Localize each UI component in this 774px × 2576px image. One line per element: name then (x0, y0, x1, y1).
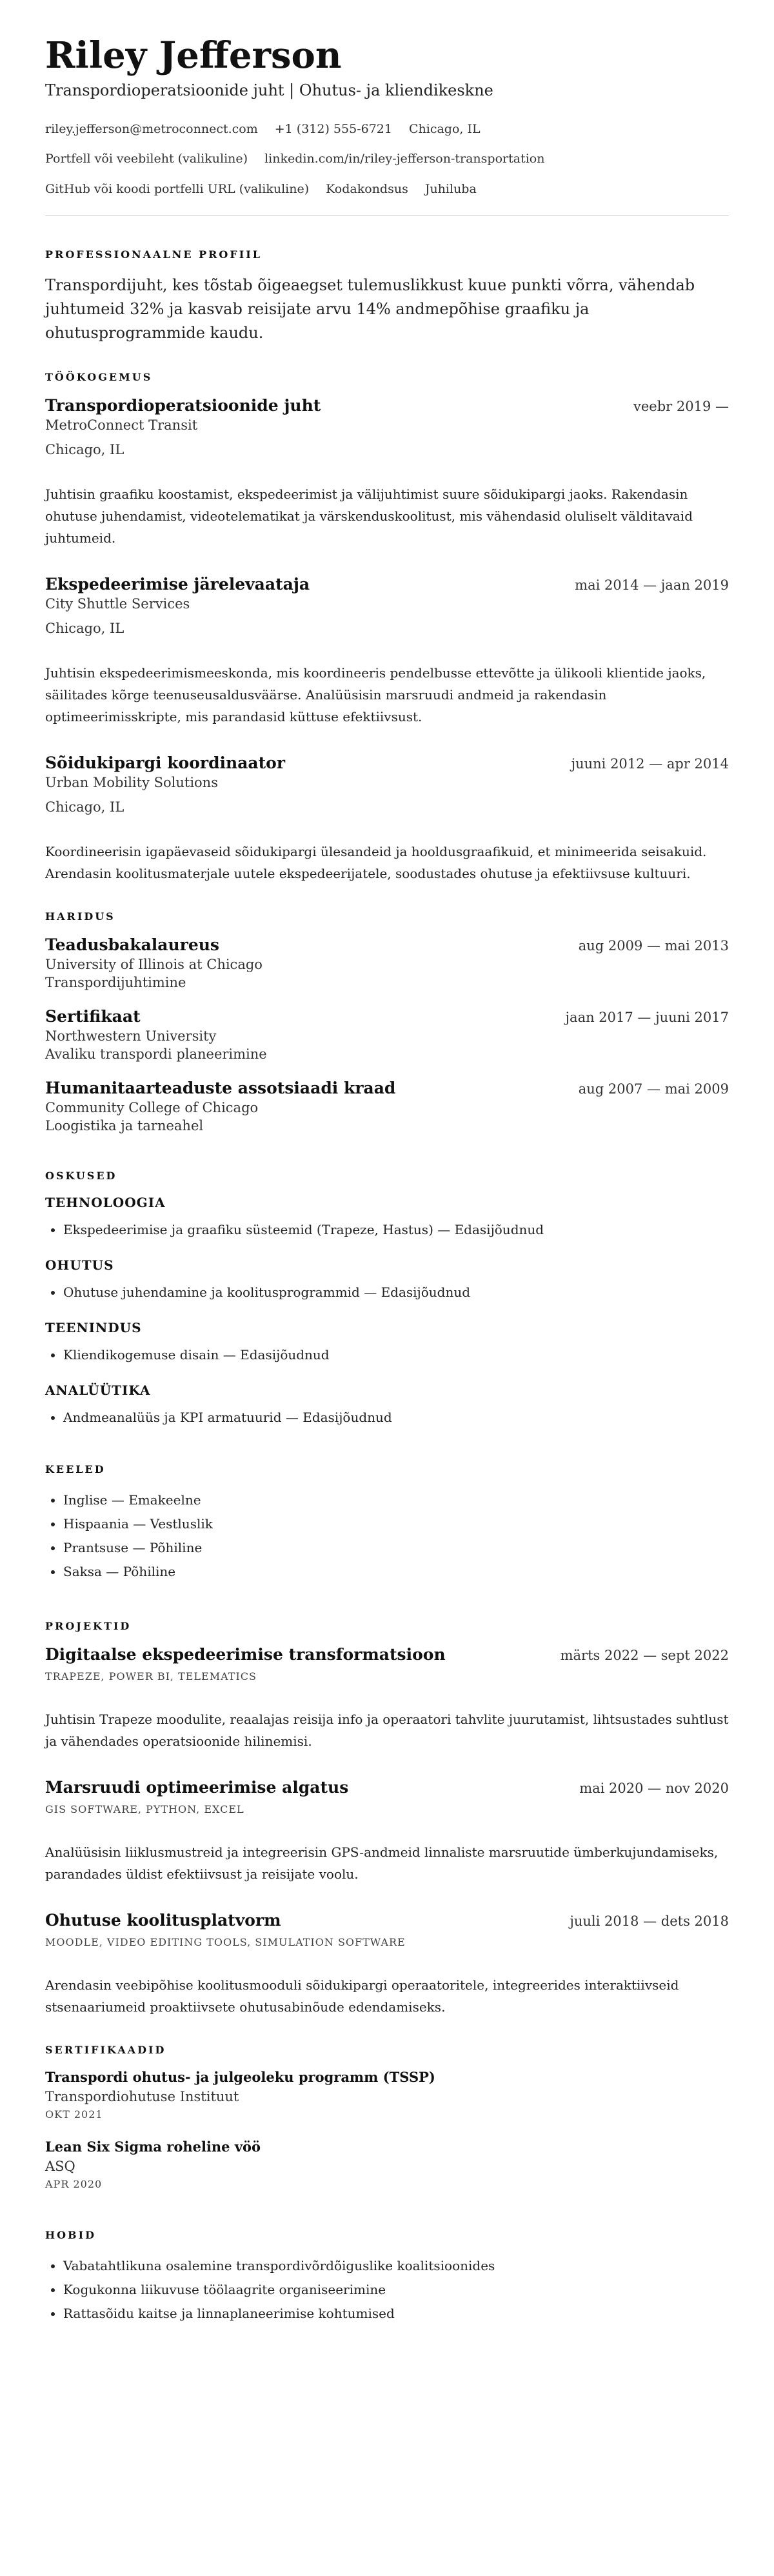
contact-row-extra (45, 181, 729, 197)
field-of-study: Loogistika ja tarneahel (45, 1118, 204, 1134)
skill-group-title: TEHNOLOOGIA (45, 1195, 166, 1211)
job-description: Juhtisin ekspedeerimismeeskonda, mis koordineeris pendelbusse ettevõtte ja ülikooli klientide jaoks, säilitades kõrge teenuseusaldusväärse. Analüüsisin marsruudi andmeid ja rakendasin optimeerimisskripte, mis parandasid küttuse efektiivsust. (45, 665, 706, 725)
certification-date: OKT 2021 (45, 2108, 103, 2121)
candidate-name: Riley Jefferson (45, 34, 342, 77)
profile-section (45, 248, 729, 346)
section-title: TÖÖKOGEMUS (45, 371, 153, 384)
field-of-study: Transpordijuhtimine (45, 975, 186, 991)
skill-list (45, 1218, 729, 1242)
school-name: Community College of Chicago (45, 1100, 259, 1116)
job-location: Chicago, IL (45, 442, 124, 458)
education-entry (45, 935, 729, 990)
project-entry (45, 1778, 729, 1885)
education-entry (45, 1007, 729, 1062)
experience-entry (45, 396, 729, 549)
school-name: Northwestern University (45, 1028, 217, 1044)
hobbies-section (45, 2229, 729, 2326)
skill-group-title: OHUTUS (45, 1257, 114, 1273)
skill-group-title: TEENINDUS (45, 1320, 142, 1336)
candidate-headline: Transpordioperatsioonide juht | Ohutus- ja kliendikeskne (45, 81, 493, 99)
certification-date: APR 2020 (45, 2178, 103, 2191)
skill-list (45, 1343, 729, 1367)
project-description: Analüüsisin liiklusmustreid ja integreerisin GPS-andmeid linnaliste marsruutide ümberkujundamiseks, parandades üldist efektiivsust ja reisijate voolu. (45, 1844, 719, 1882)
project-tech: MOODLE, VIDEO EDITING TOOLS, SIMULATION SOFTWARE (45, 1936, 406, 1949)
project-entry (45, 1645, 729, 1752)
section-title: HOBID (45, 2229, 96, 2242)
section-title: OSKUSED (45, 1170, 117, 1183)
contact-row-primary (45, 121, 729, 137)
degree-title: Sertifikaat (45, 1007, 141, 1026)
hobby-item: • Vabatahtlikuna osalemine transpordivõrdõiguslike koalitsioonides (63, 2254, 729, 2278)
project-name: Ohutuse koolitusplatvorm (45, 1911, 281, 1930)
linkedin-link[interactable]: linkedin.com/in/riley-jefferson-transportation (264, 152, 545, 166)
company-name: City Shuttle Services (45, 596, 190, 612)
language-item: • Saksa — Põhiline (63, 1560, 729, 1584)
project-name: Digitaalse ekspedeerimise transformatsioon (45, 1645, 446, 1664)
job-dates: juuni 2012 — apr 2014 (571, 756, 729, 772)
section-title: PROJEKTID (45, 1620, 132, 1633)
experience-entry (45, 575, 729, 728)
job-location: Chicago, IL (45, 621, 124, 637)
email-link[interactable]: riley.jefferson@metroconnect.com (45, 121, 258, 136)
job-description: Koordineerisin igapäevaseid sõidukipargi ülesandeid ja hooldusgraafikuid, et minimeerida seisakuid. Arendasin koolitusmaterjale uutele ekspedeerijatele, soodustades ohutuse ja efektiivsuse kultuuri. (45, 844, 707, 882)
project-tech: TRAPEZE, POWER BI, TELEMATICS (45, 1670, 257, 1683)
skill-item: • Ohutuse juhendamine ja koolitusprogrammid — Edasijõudnud (63, 1281, 729, 1304)
education-dates: jaan 2017 — juuni 2017 (565, 1010, 729, 1026)
field-of-study: Avaliku transpordi planeerimine (45, 1046, 267, 1063)
degree-title: Humanitaarteaduste assotsiaadi kraad (45, 1079, 396, 1098)
job-title: Sõidukipargi koordinaator (45, 754, 286, 773)
project-description: Arendasin veebipõhise koolitusmooduli sõidukipargi operaatoritele, integreerides interaktiivseid stsenaariumeid proaktiivsete ohutusabinõude edendamiseks. (45, 1977, 679, 2015)
project-tech: GIS SOFTWARE, PYTHON, EXCEL (45, 1803, 244, 1816)
language-item: • Hispaania — Vestluslik (63, 1512, 729, 1536)
language-list (45, 1488, 729, 1584)
profile-summary: Transpordijuht, kes tõstab õigeaegset tulemuslikkust kuue punkti võrra, vähendab juhtumeid 32% ja kasvab reisijate arvu 14% andmepõhise graafiku ja ohutusprogrammide kaudu. (45, 275, 695, 343)
project-dates: märts 2022 — sept 2022 (560, 1648, 729, 1664)
project-dates: mai 2020 — nov 2020 (579, 1781, 729, 1797)
language-item: • Prantsuse — Põhiline (63, 1536, 729, 1560)
section-title: HARIDUS (45, 910, 115, 923)
driving-license: Juhiluba (424, 181, 477, 196)
skill-list (45, 1281, 729, 1304)
experience-section (45, 371, 729, 884)
company-name: MetroConnect Transit (45, 417, 198, 434)
certification-name: Lean Six Sigma roheline vöö (45, 2139, 261, 2155)
school-name: University of Illinois at Chicago (45, 957, 263, 973)
skill-item: • Kliendikogemuse disain — Edasijõudnud (63, 1343, 729, 1367)
education-entry (45, 1079, 729, 1133)
hobby-list (45, 2254, 729, 2326)
degree-title: Teadusbakalaureus (45, 935, 219, 955)
education-dates: aug 2007 — mai 2009 (578, 1081, 729, 1097)
section-title: SERTIFIKAADID (45, 2044, 166, 2057)
education-section (45, 910, 729, 1162)
phone-number: +1 (312) 555-6721 (274, 121, 392, 136)
projects-section (45, 1620, 729, 2018)
job-dates: veebr 2019 — (633, 399, 729, 415)
project-name: Marsruudi optimeerimise algatus (45, 1778, 349, 1797)
project-description: Juhtisin Trapeze moodulite, reaalajas reisija info ja operaatori tahvlite juurutamist, lihtsustades suhtlust ja vähendades operatsioonide hilinemisi. (45, 1712, 729, 1750)
job-dates: mai 2014 — jaan 2019 (575, 577, 729, 594)
skill-item: • Ekspedeerimise ja graafiku süsteemid (Trapeze, Hastus) — Edasijõudnud (63, 1218, 729, 1242)
resume-header (45, 36, 729, 197)
location: Chicago, IL (408, 121, 481, 136)
company-name: Urban Mobility Solutions (45, 775, 218, 791)
certification-entry (45, 2069, 729, 2121)
project-dates: juuli 2018 — dets 2018 (570, 1913, 729, 1930)
languages-section (45, 1463, 729, 1612)
language-item: • Inglise — Emakeelne (63, 1488, 729, 1512)
certification-name: Transpordi ohutus- ja julgeoleku programm (TSSP) (45, 2069, 435, 2086)
hobby-item: • Kogukonna liikuvuse töölaagrite organiseerimine (63, 2278, 729, 2302)
experience-entry (45, 754, 729, 884)
job-location: Chicago, IL (45, 799, 124, 815)
certification-issuer: Transpordiohutuse Instituut (45, 2089, 239, 2105)
contact-row-links (45, 151, 729, 167)
skills-section (45, 1170, 729, 1455)
section-title: PROFESSIONAALNE PROFIIL (45, 248, 262, 261)
skill-list (45, 1406, 729, 1430)
certifications-section (45, 2044, 729, 2221)
section-title: KEELED (45, 1463, 106, 1476)
citizenship: Kodakondsus (326, 181, 408, 196)
certification-entry (45, 2139, 729, 2190)
skill-group-title: ANALÜÜTIKA (45, 1383, 151, 1399)
portfolio-link[interactable]: Portfell või veebileht (valikuline) (45, 152, 248, 166)
job-title: Ekspedeerimise järelevaataja (45, 575, 310, 594)
header-divider (45, 215, 729, 216)
education-dates: aug 2009 — mai 2013 (578, 938, 729, 954)
skill-item: • Andmeanalüüs ja KPI armatuurid — Edasijõudnud (63, 1406, 729, 1430)
certification-issuer: ASQ (45, 2159, 75, 2175)
job-description: Juhtisin graafiku koostamist, ekspedeerimist ja välijuhtimist suure sõidukipargi jaoks. Rakendasin ohutuse juhendamist, videotelematikat ja värskenduskoolitust, mis vähendasid oluliselt välditavaid juhtumeid. (45, 486, 693, 546)
hobby-item: • Rattasõidu kaitse ja linnaplaneerimise kohtumised (63, 2302, 729, 2326)
job-title: Transpordioperatsioonide juht (45, 396, 321, 415)
project-entry (45, 1911, 729, 2018)
github-link[interactable]: GitHub või koodi portfelli URL (valikuline) (45, 181, 310, 196)
